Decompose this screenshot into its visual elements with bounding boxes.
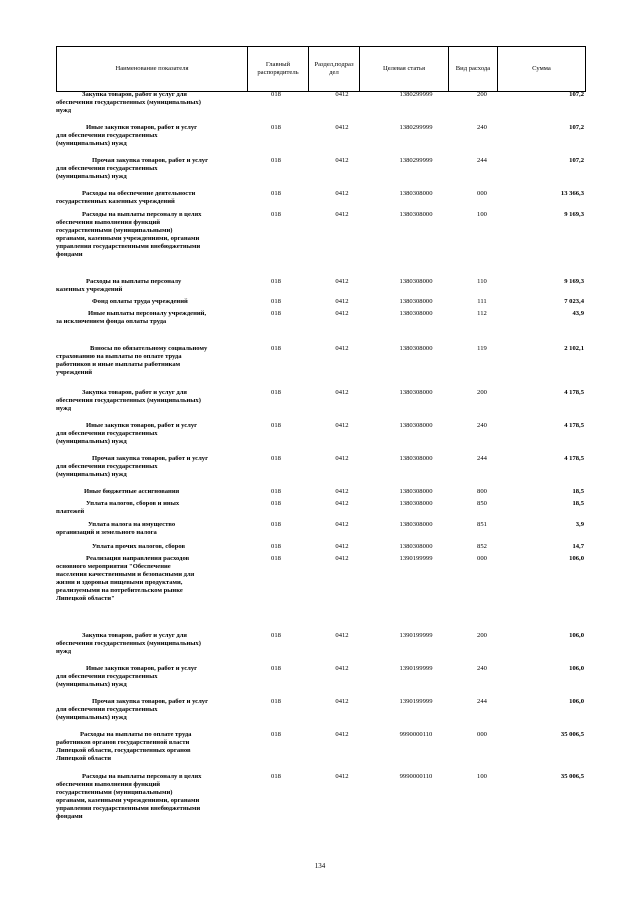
- cell-sum: 4 178,5: [564, 389, 584, 396]
- cell-rzpr: 0412: [335, 632, 349, 639]
- row-name: [56, 298, 242, 306]
- row-name-line: Прочая закупка товаров, работ и услуг: [92, 455, 209, 462]
- cell-vr: 100: [477, 773, 487, 780]
- cell-sum: 35 006,5: [560, 773, 584, 780]
- cell-grbs: 018: [271, 345, 281, 352]
- row-name-line: нужд: [56, 405, 72, 413]
- row-name-line: государственными (муниципальными): [56, 789, 173, 797]
- table-body: [56, 91, 586, 851]
- row-name: [56, 488, 242, 496]
- row-name-line: обеспечения государственных (муниципальных): [56, 397, 201, 405]
- cell-vr: 111: [477, 298, 487, 305]
- cell-grbs: 018: [271, 298, 281, 305]
- row-name-line: Закупка товаров, работ и услуг для: [82, 632, 188, 639]
- cell-grbs: 018: [271, 500, 281, 507]
- row-name-line: управления государственными внебюджетными: [56, 805, 201, 813]
- row-name-line: государственными (муниципальными): [56, 227, 173, 235]
- row-name: [56, 389, 242, 413]
- cell-cs: 1380308000: [399, 422, 433, 429]
- row-name-line: для обеспечения государственных: [56, 673, 158, 681]
- row-name-line: жизни и здоровья пищевыми продуктами,: [56, 579, 183, 587]
- cell-vr: 000: [477, 731, 487, 738]
- cell-rzpr: 0412: [335, 190, 349, 197]
- cell-grbs: 018: [271, 278, 281, 285]
- cell-vr: 200: [477, 632, 487, 639]
- cell-sum: 4 178,5: [564, 455, 584, 462]
- cell-grbs: 018: [271, 91, 281, 98]
- cell-vr: 112: [477, 310, 487, 317]
- row-name-line: казенных учреждений: [56, 286, 123, 294]
- cell-vr: 110: [477, 278, 487, 285]
- cell-cs: 1380308000: [399, 389, 433, 396]
- cell-vr: 240: [477, 665, 487, 672]
- cell-vr: 200: [477, 389, 487, 396]
- cell-rzpr: 0412: [335, 500, 349, 507]
- cell-vr: 240: [477, 422, 487, 429]
- row-name: [56, 698, 242, 722]
- cell-vr: 000: [477, 190, 487, 197]
- row-name-line: для обеспечения государственных: [56, 165, 158, 173]
- row-name-line: фондами: [56, 251, 83, 259]
- cell-rzpr: 0412: [335, 731, 349, 738]
- row-name-line: населения качественными и безопасными для: [56, 571, 195, 579]
- cell-sum: 106,0: [569, 698, 584, 705]
- cell-grbs: 018: [271, 521, 281, 528]
- cell-cs: 1380308000: [399, 488, 433, 495]
- cell-sum: 43,9: [572, 310, 584, 317]
- cell-rzpr: 0412: [335, 455, 349, 462]
- row-name: [56, 124, 242, 148]
- row-name-line: Липецкой области": [56, 595, 115, 603]
- cell-cs: 1390199999: [399, 632, 433, 639]
- cell-rzpr: 0412: [335, 157, 349, 164]
- cell-sum: 3,9: [575, 521, 584, 528]
- cell-rzpr: 0412: [335, 521, 349, 528]
- cell-vr: 200: [477, 91, 487, 98]
- cell-cs: 1380299999: [399, 91, 433, 98]
- row-name-line: реализуемыми на потребительском рынке: [56, 587, 183, 595]
- cell-grbs: 018: [271, 157, 281, 164]
- row-name: [56, 278, 242, 294]
- row-name-line: Взносы по обязательному социальному: [90, 345, 208, 352]
- cell-sum: 7 023,4: [564, 298, 584, 305]
- cell-rzpr: 0412: [335, 310, 349, 317]
- cell-cs: 1380308000: [399, 521, 433, 528]
- cell-grbs: 018: [271, 773, 281, 780]
- cell-cs: 1390199999: [399, 698, 433, 705]
- row-name: [56, 190, 242, 206]
- cell-rzpr: 0412: [335, 665, 349, 672]
- row-name-line: организаций и земельного налога: [56, 529, 157, 537]
- cell-cs: 1390199999: [399, 555, 433, 562]
- header-grbs: Главный распорядитель: [248, 47, 309, 92]
- row-name: [56, 422, 242, 446]
- cell-sum: 106,0: [569, 555, 584, 562]
- row-name-line: Прочая закупка товаров, работ и услуг: [92, 698, 209, 705]
- cell-sum: 107,2: [569, 91, 584, 98]
- row-name-line: Прочая закупка товаров, работ и услуг: [92, 157, 209, 164]
- header-sum: Сумма: [498, 47, 586, 92]
- row-name: [56, 211, 242, 260]
- row-name-line: управления государственными внебюджетными: [56, 243, 201, 251]
- cell-sum: 107,2: [569, 124, 584, 131]
- cell-cs: 9990000110: [399, 731, 433, 738]
- row-name-line: платежей: [56, 508, 85, 516]
- row-name-line: государственных казенных учреждений: [56, 198, 175, 206]
- cell-sum: 18,5: [572, 488, 584, 495]
- cell-sum: 14,7: [572, 543, 584, 550]
- row-name-line: нужд: [56, 107, 72, 115]
- cell-rzpr: 0412: [335, 698, 349, 705]
- page-number: 134: [314, 862, 326, 870]
- cell-sum: 4 178,5: [564, 422, 584, 429]
- row-name-line: Уплата прочих налогов, сборов: [92, 543, 186, 550]
- row-name: [56, 91, 242, 115]
- cell-rzpr: 0412: [335, 211, 349, 218]
- cell-cs: 1380308000: [399, 310, 433, 317]
- row-name-line: основного мероприятия "Обеспечение: [56, 563, 171, 571]
- row-name-line: Иные закупки товаров, работ и услуг: [86, 665, 198, 672]
- cell-sum: 35 006,5: [560, 731, 584, 738]
- row-name-line: Расходы на обеспечение деятельности: [82, 190, 196, 197]
- row-name-line: Расходы на выплаты персоналу в целях: [82, 773, 202, 780]
- cell-sum: 106,0: [569, 665, 584, 672]
- cell-cs: 1380308000: [399, 211, 433, 218]
- row-name-line: органами, казенными учреждениями, органами: [56, 797, 200, 805]
- cell-vr: 000: [477, 555, 487, 562]
- cell-grbs: 018: [271, 211, 281, 218]
- cell-grbs: 018: [271, 555, 281, 562]
- row-name: [56, 455, 242, 479]
- cell-cs: 9990000110: [399, 773, 433, 780]
- row-name: [56, 665, 242, 689]
- cell-grbs: 018: [271, 488, 281, 495]
- cell-rzpr: 0412: [335, 345, 349, 352]
- cell-cs: 1380308000: [399, 500, 433, 507]
- row-name: [56, 157, 242, 181]
- row-name-line: органами, казенными учреждениями, органами: [56, 235, 200, 243]
- cell-grbs: 018: [271, 665, 281, 672]
- cell-cs: 1380308000: [399, 298, 433, 305]
- cell-cs: 1390199999: [399, 665, 433, 672]
- cell-vr: 244: [477, 455, 487, 462]
- cell-vr: 851: [477, 521, 487, 528]
- row-name-line: Иные закупки товаров, работ и услуг: [86, 124, 198, 131]
- row-name-line: обеспечения выполнения функций: [56, 781, 161, 789]
- row-name-line: для обеспечения государственных: [56, 132, 158, 140]
- cell-cs: 1380308000: [399, 345, 433, 352]
- row-name-line: для обеспечения государственных: [56, 706, 158, 714]
- row-name-line: учреждений: [56, 369, 93, 377]
- row-name: [56, 632, 242, 656]
- cell-vr: 244: [477, 698, 487, 705]
- cell-grbs: 018: [271, 455, 281, 462]
- cell-vr: 119: [477, 345, 487, 352]
- cell-rzpr: 0412: [335, 543, 349, 550]
- row-name: [56, 773, 242, 822]
- row-name-line: Фонд оплаты труда учреждений: [92, 298, 188, 305]
- cell-rzpr: 0412: [335, 555, 349, 562]
- cell-grbs: 018: [271, 698, 281, 705]
- row-name-line: для обеспечения государственных: [56, 430, 158, 438]
- row-name: [56, 555, 242, 604]
- cell-grbs: 018: [271, 731, 281, 738]
- cell-sum: 18,5: [572, 500, 584, 507]
- cell-rzpr: 0412: [335, 124, 349, 131]
- cell-cs: 1380308000: [399, 190, 433, 197]
- row-name: [56, 731, 242, 763]
- row-name-line: Иные закупки товаров, работ и услуг: [86, 422, 198, 429]
- row-name: [56, 543, 242, 551]
- row-name-line: Липецкой области: [56, 755, 112, 763]
- row-name-line: Расходы на выплаты персоналу в целях: [82, 211, 202, 218]
- row-name-line: (муниципальных) нужд: [56, 471, 127, 479]
- row-name-line: (муниципальных) нужд: [56, 140, 127, 148]
- row-name-line: Липецкой области, государственных органов: [56, 747, 191, 755]
- table-header: [56, 46, 586, 92]
- row-name-line: Закупка товаров, работ и услуг для: [82, 389, 188, 396]
- row-name-line: за исключением фонда оплаты труда: [56, 318, 167, 326]
- row-name-line: Реализация направления расходов: [86, 555, 190, 562]
- row-name-line: Иные выплаты персоналу учреждений,: [88, 310, 207, 317]
- cell-grbs: 018: [271, 190, 281, 197]
- cell-rzpr: 0412: [335, 422, 349, 429]
- cell-grbs: 018: [271, 543, 281, 550]
- row-name: [56, 500, 242, 516]
- row-name: [56, 521, 242, 537]
- cell-vr: 852: [477, 543, 487, 550]
- cell-grbs: 018: [271, 389, 281, 396]
- cell-sum: 9 169,3: [564, 211, 584, 218]
- cell-cs: 1380308000: [399, 543, 433, 550]
- row-name-line: (муниципальных) нужд: [56, 681, 127, 689]
- cell-grbs: 018: [271, 124, 281, 131]
- cell-rzpr: 0412: [335, 389, 349, 396]
- row-name-line: Иные бюджетные ассигнования: [84, 488, 180, 495]
- row-name-line: Расходы на выплаты по оплате труда: [80, 731, 192, 738]
- cell-rzpr: 0412: [335, 773, 349, 780]
- row-name-line: (муниципальных) нужд: [56, 438, 127, 446]
- row-name-line: Закупка товаров, работ и услуг для: [82, 91, 188, 98]
- cell-sum: 2 102,1: [564, 345, 584, 352]
- cell-cs: 1380299999: [399, 124, 433, 131]
- row-name-line: нужд: [56, 648, 72, 656]
- row-name-line: страхованию на выплаты по оплате труда: [56, 353, 182, 361]
- header-rzpr: Раздел,подраз дел: [309, 47, 360, 92]
- cell-grbs: 018: [271, 310, 281, 317]
- cell-rzpr: 0412: [335, 91, 349, 98]
- cell-vr: 850: [477, 500, 487, 507]
- row-name-line: (муниципальных) нужд: [56, 173, 127, 181]
- row-name-line: обеспечения выполнения функций: [56, 219, 161, 227]
- row-name-line: обеспечения государственных (муниципальных): [56, 99, 201, 107]
- cell-sum: 106,0: [569, 632, 584, 639]
- header-cs: Целевая статья: [360, 47, 449, 92]
- row-name-line: Уплата налогов, сборов и иных: [86, 500, 180, 507]
- row-name-line: для обеспечения государственных: [56, 463, 158, 471]
- cell-rzpr: 0412: [335, 488, 349, 495]
- cell-grbs: 018: [271, 422, 281, 429]
- cell-cs: 1380308000: [399, 278, 433, 285]
- row-name: [56, 345, 242, 377]
- cell-sum: 107,2: [569, 157, 584, 164]
- row-name-line: фондами: [56, 813, 83, 821]
- cell-sum: 13 366,3: [560, 190, 584, 197]
- row-name-line: работников органов государственной власти: [56, 739, 190, 747]
- cell-vr: 240: [477, 124, 487, 131]
- row-name-line: работников и иные выплаты работникам: [56, 361, 181, 369]
- cell-vr: 800: [477, 488, 487, 495]
- row-name-line: Уплата налога на имущество: [88, 521, 176, 528]
- row-name-line: Расходы на выплаты персоналу: [86, 278, 182, 285]
- cell-rzpr: 0412: [335, 278, 349, 285]
- cell-sum: 9 169,3: [564, 278, 584, 285]
- row-name-line: обеспечения государственных (муниципальных): [56, 640, 201, 648]
- header-vr: Вид расхода: [449, 47, 498, 92]
- cell-cs: 1380299999: [399, 157, 433, 164]
- cell-vr: 100: [477, 211, 487, 218]
- row-name: [56, 310, 242, 326]
- header-name: Наименование показателя: [57, 47, 248, 92]
- row-name-line: (муниципальных) нужд: [56, 714, 127, 722]
- cell-cs: 1380308000: [399, 455, 433, 462]
- cell-rzpr: 0412: [335, 298, 349, 305]
- cell-grbs: 018: [271, 632, 281, 639]
- cell-vr: 244: [477, 157, 487, 164]
